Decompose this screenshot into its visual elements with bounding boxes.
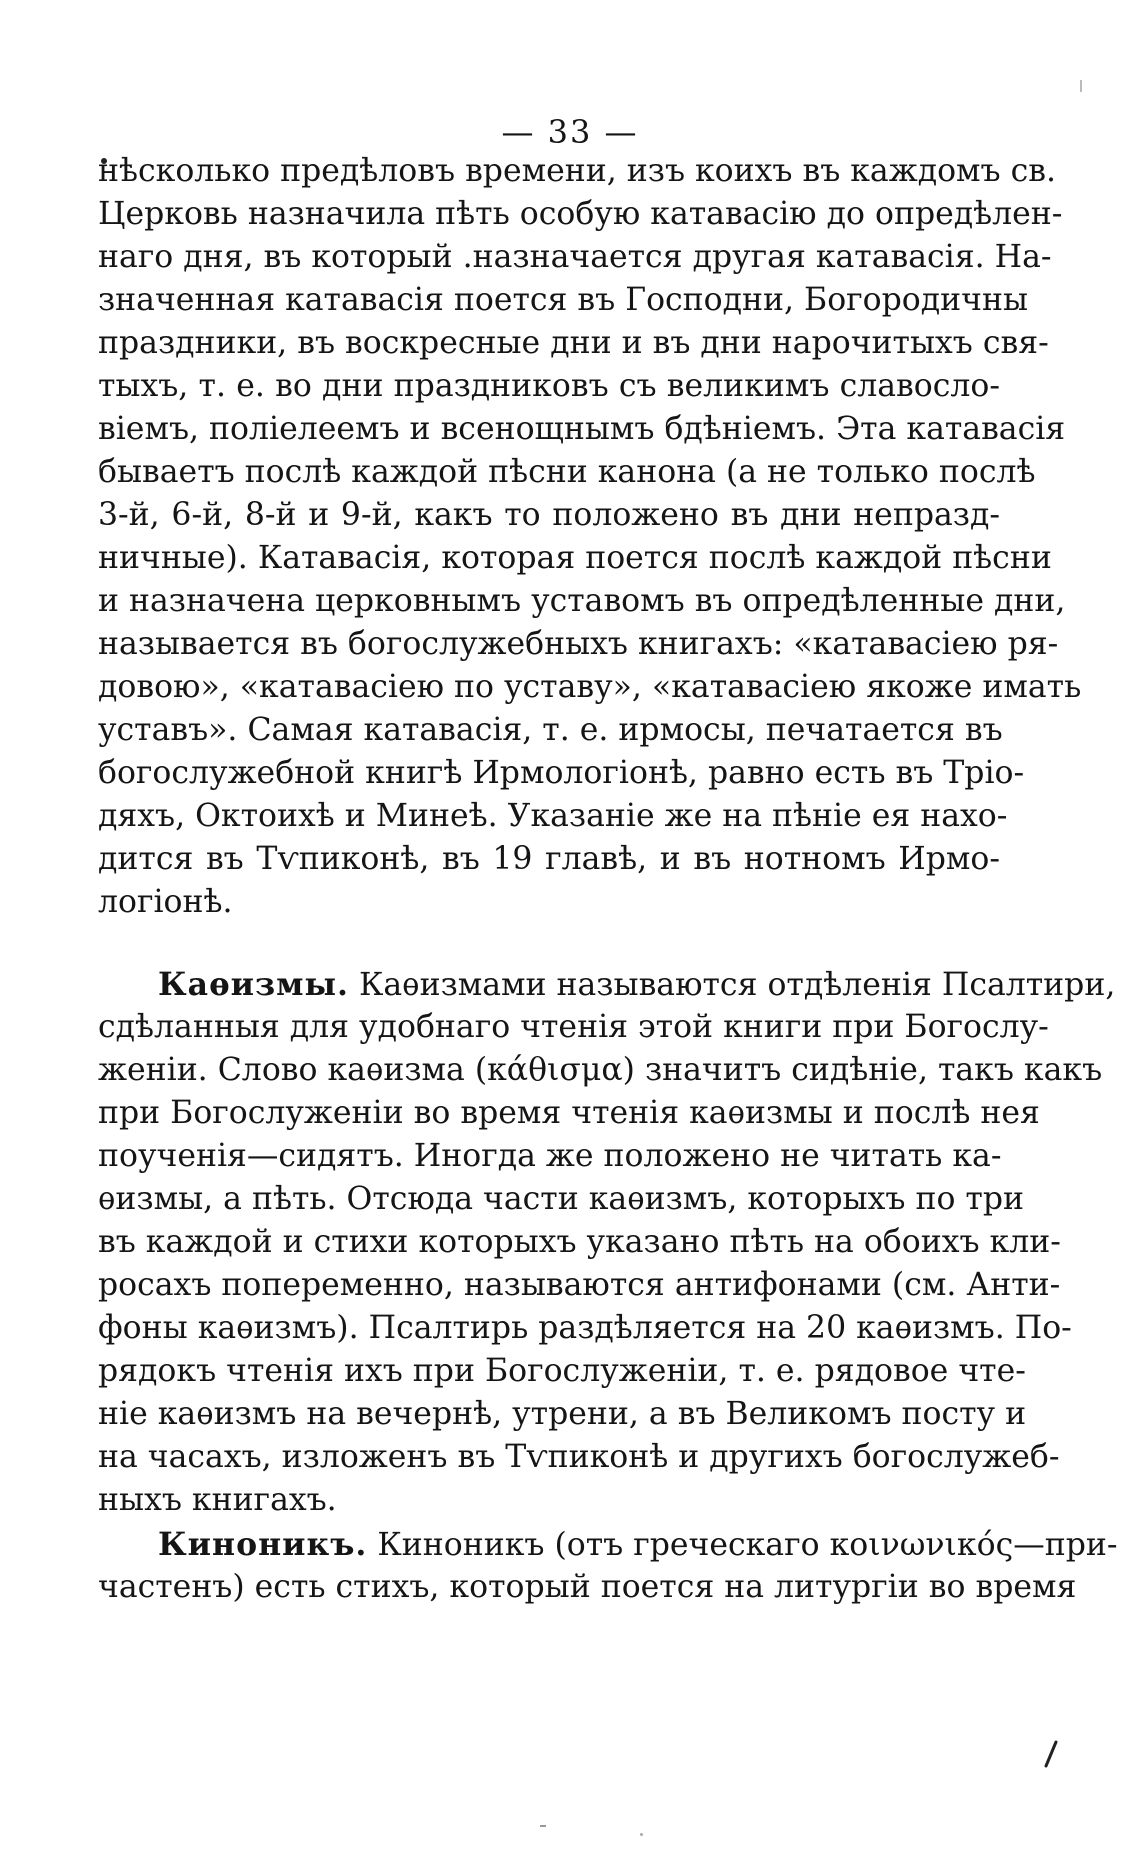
text-line: тыхъ, т. е. во дни праздниковъ съ великимъ славосло- — [98, 368, 1000, 404]
text-line: праздники, въ воскресные дни и въ дни нарочитыхъ свя- — [98, 325, 1049, 361]
scan-speck — [540, 1825, 546, 1827]
text-line: 3-й, 6-й, 8-й и 9-й, какъ то положено въ дни непразд- — [98, 497, 1000, 533]
text-line: наго дня, въ который .назначается другая катавасія. На- — [98, 239, 1052, 275]
text-line: значенная катавасія поется въ Господни, Богородичны — [98, 282, 1029, 318]
page-number: — 33 — — [501, 113, 639, 151]
text-line: довою», «катавасіею по уставу», «катавасіею якоже имать — [98, 669, 1082, 705]
text-line: женіи. Слово каѳизма (κάθισμα) значитъ сидѣніе, такъ какъ — [98, 1052, 1103, 1088]
entry-first-line — [98, 1523, 1118, 1566]
text-line: дится въ Тѵпиконѣ, въ 19 главѣ, и въ нотномъ Ирмо- — [98, 841, 1000, 877]
text-line: Церковь назначила пѣть особую катавасію до опредѣлен- — [98, 196, 1063, 232]
text-line: рядокъ чтенія ихъ при Богослуженіи, т. е. рядовое чте- — [98, 1353, 1026, 1389]
text-line: нѣсколько предѣловъ времени, изъ коихъ въ каждомъ св. — [98, 153, 1056, 189]
text-line: богослужебной книгѣ Ирмологіонѣ, равно есть въ Тріо- — [98, 755, 1025, 791]
entry-kathisma — [98, 963, 1116, 1522]
text-line: въ каждой и стихи которыхъ указано пѣть на обоихъ кли- — [98, 1224, 1061, 1260]
margin-mark — [1080, 80, 1082, 92]
text-line: віемъ, поліелеемъ и всенощнымъ бдѣніемъ. Эта катавасія — [98, 411, 1066, 447]
entry-text: Каѳизмами называются отдѣленія Псалтири, — [359, 967, 1116, 1003]
text-line: поученія—сидятъ. Иногда же положено не читать ка- — [98, 1138, 1002, 1174]
entry-text: Киноникъ (отъ греческаго κοινωνικός—при- — [377, 1527, 1118, 1563]
text-line: и назначена церковнымъ уставомъ въ опредѣленные дни, — [98, 583, 1066, 619]
text-line: логіонѣ. — [98, 884, 233, 920]
text-line: называется въ богослужебныхъ книгахъ: «катавасіею ря- — [98, 626, 1059, 662]
entry-kinonik — [98, 1523, 1118, 1609]
text-line: ніе каѳизмъ на вечернѣ, утрени, а въ Великомъ посту и — [98, 1396, 1027, 1432]
entry-term: Киноникъ. — [158, 1526, 368, 1563]
text-line: сдѣланныя для удобнаго чтенія этой книги при Богослу- — [98, 1009, 1049, 1045]
text-line: уставъ». Самая катавасія, т. е. ирмосы, печатается въ — [98, 712, 1003, 748]
entry-term: Каѳизмы. — [158, 966, 349, 1003]
text-line: бываетъ послѣ каждой пѣсни канона (а не только послѣ — [98, 454, 1036, 490]
entry-first-line — [98, 963, 1116, 1006]
text-line: ничные). Катавасія, которая поется послѣ каждой пѣсни — [98, 540, 1052, 576]
text-line: на часахъ, изложенъ въ Тѵпиконѣ и другихъ богослужеб- — [98, 1439, 1060, 1475]
text-line: дяхъ, Октоихѣ и Минеѣ. Указаніе же на пѣніе ея нахо- — [98, 798, 1008, 834]
text-line: росахъ попеременно, называются антифонами (см. Анти- — [98, 1267, 1061, 1303]
text-line: ныхъ книгахъ. — [98, 1482, 337, 1518]
text-line: фоны каѳизмъ). Псалтирь раздѣляется на 20 каѳизмъ. По- — [98, 1310, 1072, 1346]
scan-stroke-mark — [1040, 1740, 1060, 1770]
text-line: частенъ) есть стихъ, который поется на литургіи во время — [98, 1569, 1077, 1605]
text-line: при Богослуженіи во время чтенія каѳизмы и послѣ нея — [98, 1095, 1040, 1131]
text-line: ѳизмы, а пѣть. Отсюда части каѳизмъ, которыхъ по три — [98, 1181, 1025, 1217]
scan-speck — [640, 1833, 643, 1836]
paragraph-katavasia — [98, 150, 1082, 924]
